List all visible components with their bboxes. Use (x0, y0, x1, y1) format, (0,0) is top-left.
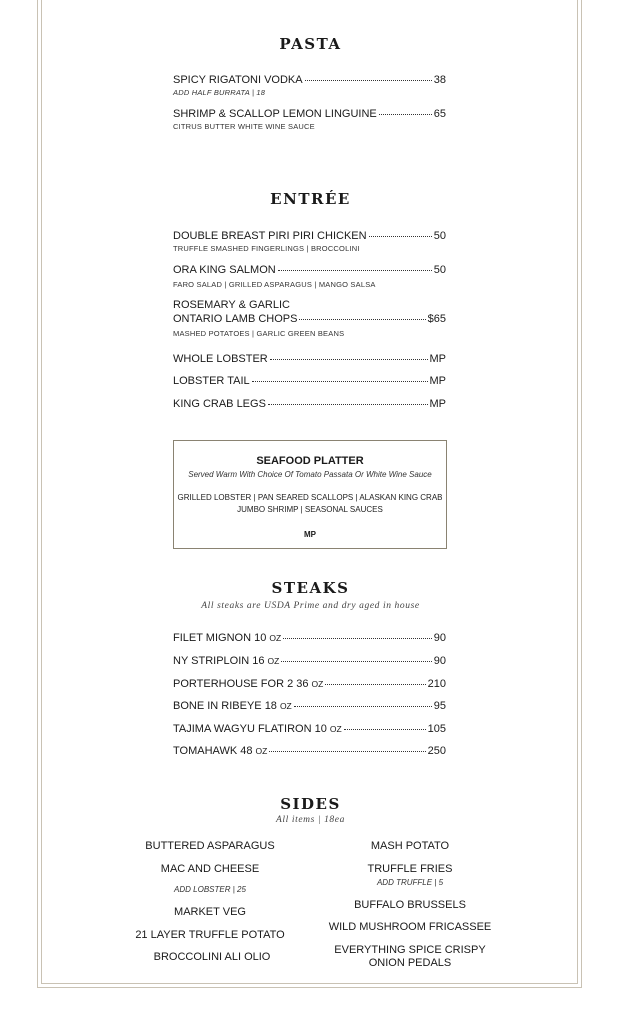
section-title-pasta: PASTA (279, 35, 342, 53)
side-item: TRUFFLE FRIES (367, 863, 453, 875)
menu-item (173, 375, 446, 388)
dot-leader (269, 751, 425, 752)
item-price: 90 (433, 632, 446, 644)
menu-item (173, 74, 446, 87)
seafood-platter-box (173, 440, 447, 549)
side-item: BUTTERED ASPARAGUS (145, 840, 275, 852)
section-title-entree: ENTRÉE (270, 190, 351, 208)
item-unit: OZ (311, 679, 324, 689)
side-item: MASH POTATO (370, 840, 450, 852)
dot-leader (305, 80, 432, 81)
item-price: 95 (433, 700, 446, 712)
item-name: ORA KING SALMON (173, 264, 276, 276)
item-price: 50 (433, 230, 446, 242)
item-name: TAJIMA WAGYU FLATIRON 10 (173, 723, 327, 735)
item-price: 105 (427, 723, 446, 735)
platter-subtitle: Served Warm With Choice Of Tomato Passata Or White Wine Sauce (188, 470, 432, 479)
item-name: NY STRIPLOIN 16 (173, 655, 265, 667)
item-name: TOMAHAWK 48 (173, 745, 253, 757)
menu-item (173, 230, 446, 243)
menu-item (173, 655, 446, 668)
menu-item (173, 353, 446, 366)
menu-item (173, 398, 446, 411)
item-price: 38 (433, 74, 446, 86)
section-title-sides: SIDES (280, 795, 341, 813)
menu-item (173, 313, 446, 326)
item-name: ONTARIO LAMB CHOPS (173, 313, 298, 325)
item-price: MP (429, 375, 446, 387)
sides-note: All items | 18ea (276, 815, 345, 825)
dot-leader (325, 684, 425, 685)
item-price: 210 (427, 678, 446, 690)
item-unit: OZ (279, 701, 292, 711)
item-unit: OZ (267, 656, 280, 666)
item-description: TRUFFLE SMASHED FINGERLINGS | BROCCOLINI (173, 244, 360, 253)
steaks-note: All steaks are USDA Prime and dry aged in house (201, 601, 420, 611)
side-item: MAC AND CHEESE (160, 863, 260, 875)
side-item: BUFFALO BRUSSELS (354, 899, 466, 911)
menu-item (173, 264, 446, 277)
item-price: MP (429, 398, 446, 410)
platter-line-2: JUMBO SHRIMP | SEASONAL SAUCES (237, 505, 383, 514)
side-item: ONION PEDALS (368, 957, 452, 969)
dot-leader (283, 638, 432, 639)
dot-leader (268, 404, 428, 405)
menu-item (173, 700, 446, 713)
dot-leader (379, 114, 432, 115)
side-addon: ADD LOBSTER | 25 (174, 885, 246, 894)
item-price: 65 (433, 108, 446, 120)
dot-leader (278, 270, 432, 271)
item-name: FILET MIGNON 10 (173, 632, 267, 644)
dot-leader (344, 729, 426, 730)
dot-leader (299, 319, 425, 320)
item-name: BONE IN RIBEYE 18 (173, 700, 277, 712)
side-item: BROCCOLINI ALI OLIO (153, 951, 271, 963)
side-item: WILD MUSHROOM FRICASSEE (328, 921, 492, 933)
item-price: 50 (433, 264, 446, 276)
menu-item (173, 108, 446, 121)
platter-title: SEAFOOD PLATTER (256, 455, 364, 467)
item-name: PORTERHOUSE FOR 2 36 (173, 678, 309, 690)
item-name: LOBSTER TAIL (173, 375, 250, 387)
dot-leader (294, 706, 432, 707)
menu-item (173, 745, 446, 758)
platter-price: MP (304, 530, 316, 539)
menu-item (173, 678, 446, 691)
item-description: ADD HALF BURRATA | 18 (173, 88, 266, 97)
item-name-line1: ROSEMARY & GARLIC (173, 299, 290, 311)
item-unit: OZ (255, 746, 268, 756)
item-description: FARO SALAD | GRILLED ASPARAGUS | MANGO SALSA (173, 280, 376, 289)
dot-leader (270, 359, 428, 360)
menu-item (173, 723, 446, 736)
dot-leader (281, 661, 431, 662)
item-price: 250 (427, 745, 446, 757)
side-addon: ADD TRUFFLE | 5 (376, 878, 444, 887)
item-price: MP (429, 353, 446, 365)
item-description: MASHED POTATOES | GARLIC GREEN BEANS (173, 329, 345, 338)
dot-leader (252, 381, 428, 382)
item-unit: OZ (269, 633, 282, 643)
item-name: SPICY RIGATONI VODKA (173, 74, 303, 86)
item-name: KING CRAB LEGS (173, 398, 266, 410)
menu-item (173, 632, 446, 645)
side-item: 21 LAYER TRUFFLE POTATO (135, 929, 285, 941)
item-name: DOUBLE BREAST PIRI PIRI CHICKEN (173, 230, 367, 242)
section-title-steaks: STEAKS (271, 579, 350, 597)
item-unit: OZ (329, 724, 342, 734)
item-description: CITRUS BUTTER WHITE WINE SAUCE (173, 122, 315, 131)
side-item: MARKET VEG (174, 906, 246, 918)
item-name: SHRIMP & SCALLOP LEMON LINGUINE (173, 108, 377, 120)
dot-leader (369, 236, 432, 237)
side-item: EVERYTHING SPICE CRISPY (334, 944, 486, 956)
item-name: WHOLE LOBSTER (173, 353, 268, 365)
item-price: 90 (433, 655, 446, 667)
platter-line-1: GRILLED LOBSTER | PAN SEARED SCALLOPS | ALASKAN KING CRAB (177, 493, 443, 502)
item-price: $65 (427, 313, 446, 325)
